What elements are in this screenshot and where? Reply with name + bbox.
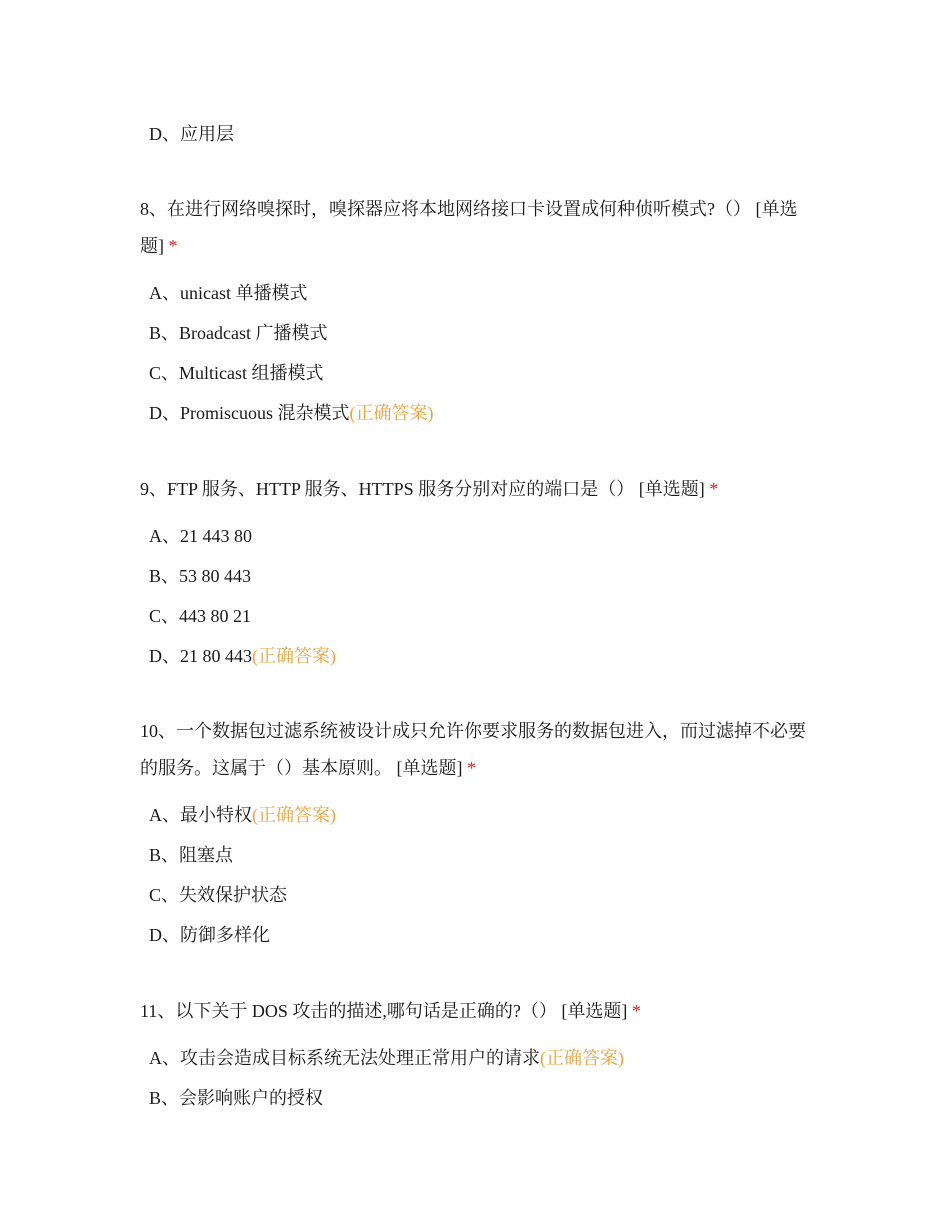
option-text: B、Broadcast 广播模式 — [149, 323, 328, 343]
option-a — [140, 273, 820, 313]
option-d — [140, 915, 820, 955]
correct-answer-tag: (正确答案) — [252, 646, 336, 666]
question-10 — [140, 713, 820, 955]
correct-answer-tag: (正确答案) — [252, 805, 336, 825]
question-text: 10、一个数据包过滤系统被设计成只允许你要求服务的数据包进入，而过滤掉不必要的服务。这属于（）基本原则。 — [140, 721, 806, 778]
option-c — [140, 875, 820, 915]
option-text: C、Multicast 组播模式 — [149, 363, 324, 383]
option-text: A、21 443 80 — [149, 526, 252, 546]
option-text: A、unicast 单播模式 — [149, 283, 308, 303]
option-d — [140, 636, 820, 676]
option-a — [140, 1038, 820, 1078]
question-title — [140, 993, 820, 1030]
question-11 — [140, 993, 820, 1118]
option-b — [140, 556, 820, 596]
option-text: D、防御多样化 — [149, 925, 270, 945]
correct-answer-tag: (正确答案) — [540, 1048, 624, 1068]
option-text: C、失效保护状态 — [149, 885, 288, 905]
required-mark: * — [467, 758, 476, 778]
question-text: 8、在进行网络嗅探时，嗅探器应将本地网络接口卡设置成何种侦听模式?（） — [140, 199, 751, 219]
question-text: 9、FTP 服务、HTTP 服务、HTTPS 服务分别对应的端口是（） — [140, 479, 635, 499]
question-9 — [140, 471, 820, 676]
option-b — [140, 313, 820, 353]
option-d — [140, 114, 820, 154]
option-text: D、Promiscuous 混杂模式 — [149, 403, 350, 423]
question-type: [单选题] — [561, 1001, 628, 1021]
option-b — [140, 1078, 820, 1118]
question-type: [单选题] — [638, 479, 705, 499]
question-type: [单选题] — [140, 199, 798, 256]
question-title — [140, 191, 820, 265]
correct-answer-tag: (正确答案) — [349, 403, 434, 423]
question-7-tail — [140, 114, 820, 154]
required-mark: * — [168, 236, 178, 256]
option-text: C、443 80 21 — [149, 606, 252, 626]
question-8 — [140, 191, 820, 433]
option-b — [140, 835, 820, 875]
option-text: B、53 80 443 — [149, 566, 252, 586]
question-text: 11、以下关于 DOS 攻击的描述,哪句话是正确的?（） — [140, 1001, 557, 1021]
question-title — [140, 471, 820, 508]
option-c — [140, 353, 820, 393]
question-title — [140, 713, 820, 787]
option-text: A、攻击会造成目标系统无法处理正常用户的请求 — [149, 1048, 540, 1068]
option-c — [140, 596, 820, 636]
option-text: A、最小特权 — [149, 805, 252, 825]
question-type: [单选题] — [396, 758, 463, 778]
option-text: B、会影响账户的授权 — [149, 1088, 324, 1108]
required-mark: * — [631, 1001, 641, 1021]
option-text: B、阻塞点 — [149, 845, 234, 865]
option-a — [140, 795, 820, 835]
option-d — [140, 393, 820, 433]
required-mark: * — [709, 479, 719, 499]
option-a — [140, 516, 820, 556]
option-text: D、应用层 — [149, 124, 234, 144]
option-text: D、21 80 443 — [149, 646, 252, 666]
